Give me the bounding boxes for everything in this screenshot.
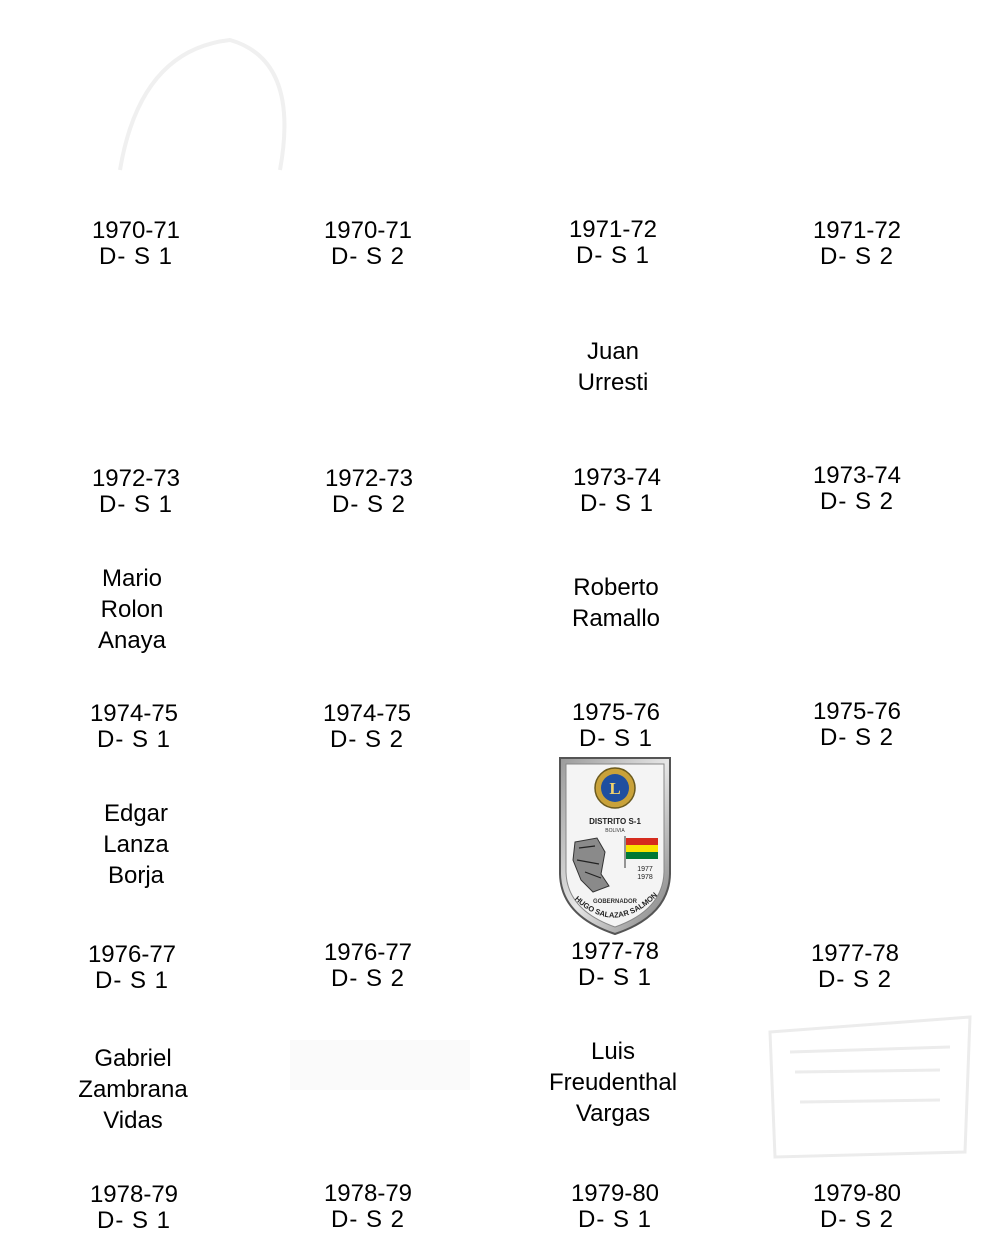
year-label: 1979-80	[812, 1180, 902, 1207]
year-label: 1976-77	[87, 941, 177, 968]
year-cell	[268, 218, 468, 270]
district-label: D- S 1	[98, 243, 173, 270]
year-cell	[515, 939, 715, 991]
badge-country-text: BOLIVIA	[605, 828, 625, 834]
district-label: D- S 2	[819, 243, 894, 270]
year-cell	[32, 942, 232, 994]
year-cell	[757, 463, 957, 515]
name-line: Roberto	[573, 574, 659, 601]
badge-year-text: 1978	[637, 874, 653, 881]
district-label: D- S 1	[575, 242, 650, 269]
governor-name	[506, 572, 726, 634]
year-label: 1977-78	[570, 938, 660, 965]
year-label: 1979-80	[570, 1180, 660, 1207]
year-cell	[269, 466, 469, 518]
name-line: Freudenthal	[548, 1069, 678, 1096]
district-label: D- S 1	[577, 964, 652, 991]
district-label: D- S 2	[819, 724, 894, 751]
year-cell	[267, 701, 467, 753]
year-label: 1970-71	[323, 217, 413, 244]
year-label: 1974-75	[89, 700, 179, 727]
name-line: Edgar	[103, 800, 169, 827]
year-label: 1971-72	[568, 216, 658, 243]
year-cell	[268, 1181, 468, 1233]
year-label: 1973-74	[572, 464, 662, 491]
name-line: Lanza	[103, 831, 169, 858]
governor-name	[26, 798, 246, 891]
governor-name	[503, 1036, 723, 1129]
district-label: D- S 2	[330, 243, 405, 270]
year-label: 1974-75	[322, 700, 412, 727]
name-line: Ramallo	[571, 605, 661, 632]
governor-name	[22, 563, 242, 656]
district-label: D- S 1	[579, 490, 654, 517]
name-line: Borja	[107, 862, 165, 889]
district-label: D- S 2	[819, 1206, 894, 1233]
name-line: Luis	[590, 1038, 636, 1065]
governor-name	[23, 1043, 243, 1136]
year-label: 1971-72	[812, 217, 902, 244]
name-line: Juan	[586, 338, 640, 365]
name-line: Anaya	[97, 627, 167, 654]
district-label: D- S 2	[817, 966, 892, 993]
name-line: Zambrana	[78, 1076, 188, 1103]
district-label: D- S 1	[578, 725, 653, 752]
year-cell	[34, 1182, 234, 1234]
district-label: D- S 1	[96, 1207, 171, 1234]
year-cell	[513, 217, 713, 269]
year-label: 1973-74	[812, 462, 902, 489]
year-label: 1972-73	[91, 465, 181, 492]
year-label: 1975-76	[812, 698, 902, 725]
name-line: Vidas	[103, 1107, 163, 1134]
year-cell	[268, 940, 468, 992]
name-line: Urresti	[577, 369, 649, 396]
badge-year-text: 1977	[637, 866, 653, 873]
year-label: 1972-73	[324, 465, 414, 492]
faint-scan-mark-middle	[290, 1040, 470, 1100]
year-cell	[755, 941, 955, 993]
badge-governor-text: HUGO SALAZAR SALMON	[573, 890, 660, 920]
year-label: 1976-77	[323, 939, 413, 966]
district-label: D- S 2	[330, 1206, 405, 1233]
year-label: 1977-78	[810, 940, 900, 967]
district-label: D- S 2	[329, 726, 404, 753]
district-label: D- S 1	[98, 491, 173, 518]
year-cell	[515, 1181, 715, 1233]
district-label: D- S 1	[96, 726, 171, 753]
faint-scan-mark-bottom-right	[760, 1012, 980, 1162]
year-cell	[36, 218, 236, 270]
year-cell	[34, 701, 234, 753]
year-cell	[516, 700, 716, 752]
year-label: 1978-79	[323, 1180, 413, 1207]
year-label: 1970-71	[91, 217, 181, 244]
name-line: Gabriel	[94, 1045, 172, 1072]
lions-district-pin-badge	[557, 756, 673, 936]
name-line: Vargas	[575, 1100, 651, 1127]
badge-title-text: GOBERNADOR	[592, 899, 638, 905]
name-line: Mario	[101, 565, 162, 592]
badge-district-text: DISTRITO S-1	[589, 817, 641, 826]
faint-scan-mark-top-left	[80, 20, 320, 190]
svg-text:L: L	[609, 779, 621, 798]
year-cell	[36, 466, 236, 518]
year-cell	[757, 699, 957, 751]
lions-emblem-icon	[595, 768, 635, 808]
year-cell	[517, 465, 717, 517]
year-cell	[757, 218, 957, 270]
year-label: 1978-79	[89, 1181, 179, 1208]
governor-name	[503, 336, 723, 398]
name-line: Rolon	[100, 596, 164, 623]
district-label: D- S 2	[819, 488, 894, 515]
year-cell	[757, 1181, 957, 1233]
district-label: D- S 1	[94, 967, 169, 994]
district-label: D- S 2	[331, 491, 406, 518]
district-label: D- S 2	[330, 965, 405, 992]
year-label: 1975-76	[571, 699, 661, 726]
district-label: D- S 1	[577, 1206, 652, 1233]
